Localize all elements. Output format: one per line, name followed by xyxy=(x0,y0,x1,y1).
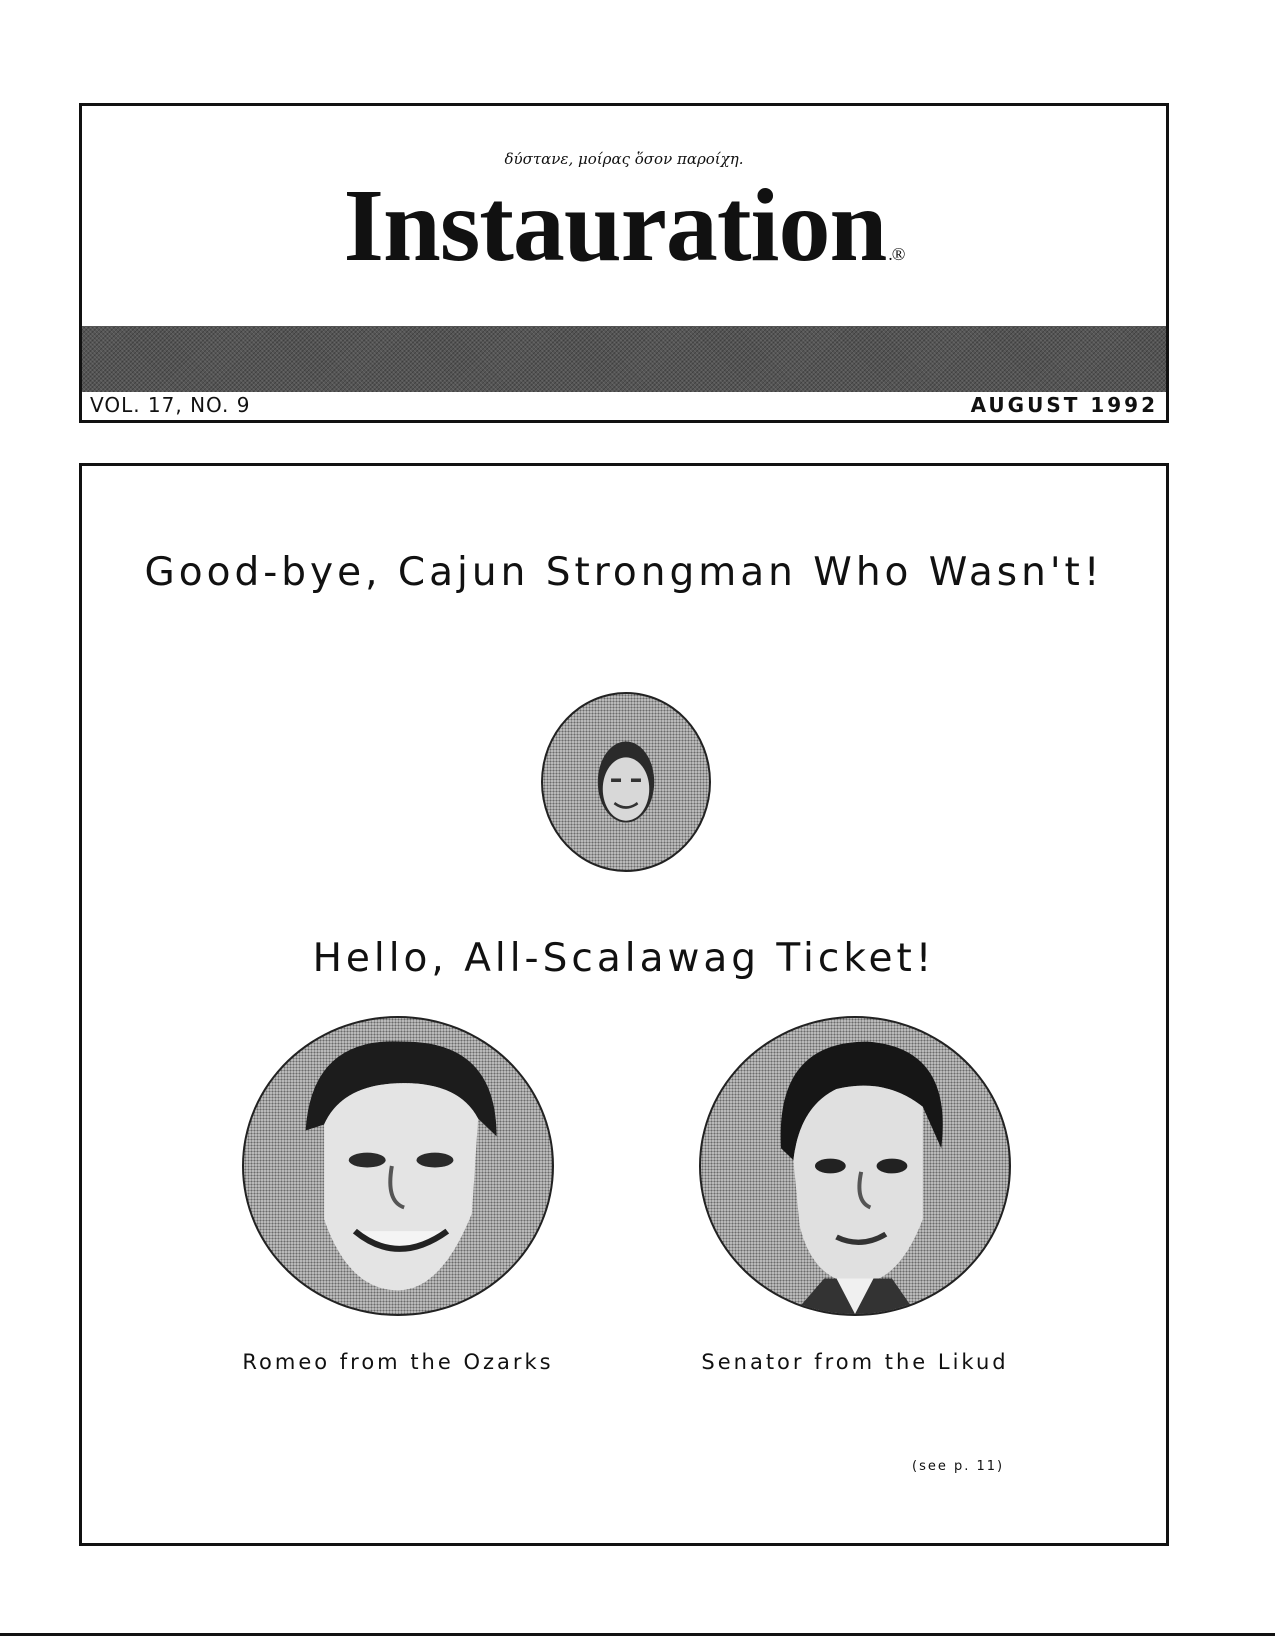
caption-right: Senator from the Likud xyxy=(701,1350,1009,1374)
portrait-small-photo xyxy=(541,692,711,872)
magazine-title xyxy=(82,168,1166,283)
footer-rule xyxy=(0,1633,1275,1636)
headline-goodbye: Good-bye, Cajun Strongman Who Wasn't! xyxy=(144,550,1104,595)
portrait-left-photo xyxy=(242,1016,554,1316)
face-photo-placeholder xyxy=(244,1018,552,1314)
caption-left: Romeo from the Ozarks xyxy=(242,1350,554,1374)
page-reference: (see p. 11) xyxy=(912,1459,1005,1474)
registered-mark: .® xyxy=(888,244,905,264)
title-text: Instauration xyxy=(343,168,887,283)
face-photo-placeholder xyxy=(543,694,709,870)
greek-motto: δύστανε, μοίρας ὅσον παροίχη. xyxy=(504,150,744,168)
headline-hello: Hello, All-Scalawag Ticket! xyxy=(312,936,936,981)
portrait-right-photo xyxy=(699,1016,1011,1316)
masthead xyxy=(79,103,1169,423)
masthead-bar xyxy=(82,326,1166,392)
cover-content xyxy=(79,463,1169,1546)
issue-info xyxy=(82,389,1166,420)
face-photo-placeholder xyxy=(701,1018,1009,1314)
issue-date: AUGUST 1992 xyxy=(970,392,1158,417)
volume-number: VOL. 17, NO. 9 xyxy=(90,392,251,417)
